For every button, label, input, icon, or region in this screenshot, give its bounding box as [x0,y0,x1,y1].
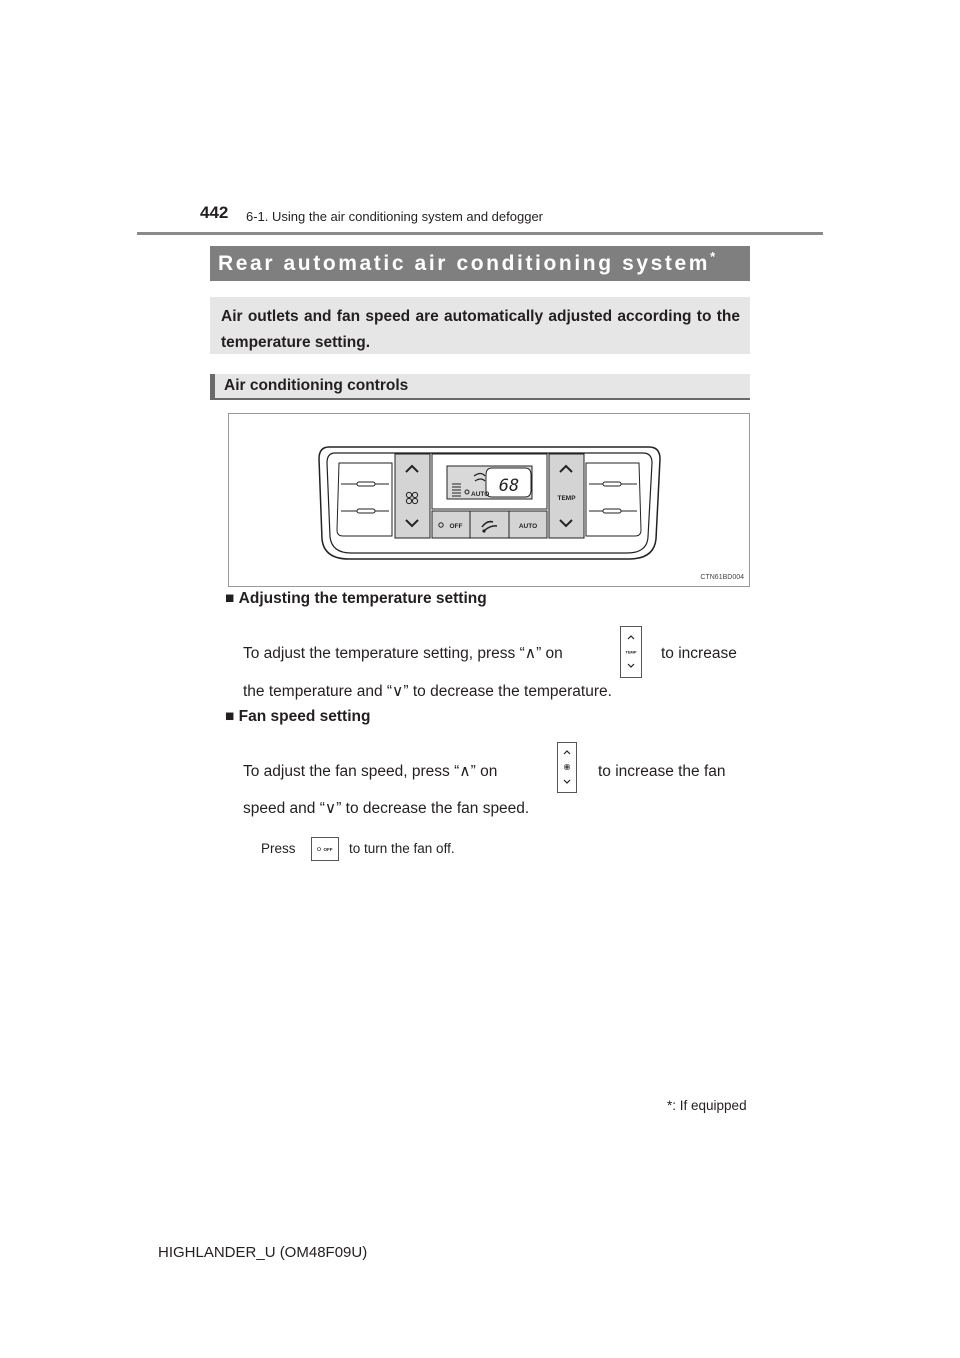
fan-off-label: OFF [449,523,463,530]
temp-heading: ■ Adjusting the temperature setting [225,590,487,607]
intro-box [210,297,750,354]
footer-model: HIGHLANDER_U (OM48F09U) [158,1244,368,1261]
fan-off-button-label: OFF [323,847,333,852]
subheading-box [210,374,750,400]
footnote: *: If equipped [667,1098,747,1113]
intro-text: Air outlets and fan speed are automatically adjusted according to the temperature setting. [221,308,740,351]
temp-text-1: To adjust the temperature setting, press “∧” on [243,645,563,662]
temp-button-icon [620,626,642,678]
subheading-bar [210,374,215,400]
control-panel-illustration [228,413,750,587]
fan-button-icon [557,742,577,793]
banner-title: Rear automatic air conditioning system* [218,249,716,275]
section-title: 6-1. Using the air conditioning system and defogger [246,209,544,224]
fan-text-3: speed and “∨” to decrease the fan speed. [243,800,530,817]
temp-label: TEMP [557,495,576,502]
fan-off-button-icon [311,837,339,861]
auto-label: AUTO [518,523,538,530]
fan-text-1: To adjust the fan speed, press “∧” on [243,763,498,780]
section-banner [210,246,750,281]
fan-off-note-post: to turn the fan off. [349,841,455,856]
fan-text-2: to increase the fan [598,763,726,780]
illustration-code: CTN61BD004 [700,574,744,581]
page-number: 442 [200,203,229,222]
display-temperature: 68 [498,476,520,496]
header-rule [137,232,823,235]
subheading-text: Air conditioning controls [224,377,409,394]
footnote-marker: * [667,1098,673,1113]
control-panel-drawing [229,414,749,586]
temp-text-3: the temperature and “∨” to decrease the temperature. [243,683,612,700]
display-auto: AUTO [471,491,490,498]
temp-button-label: TEMP [625,649,637,655]
fan-heading: ■ Fan speed setting [225,708,371,725]
fan-off-note-pre: Press [261,841,296,856]
asterisk-marker: * [710,249,716,264]
temp-text-2: to increase [661,645,737,662]
